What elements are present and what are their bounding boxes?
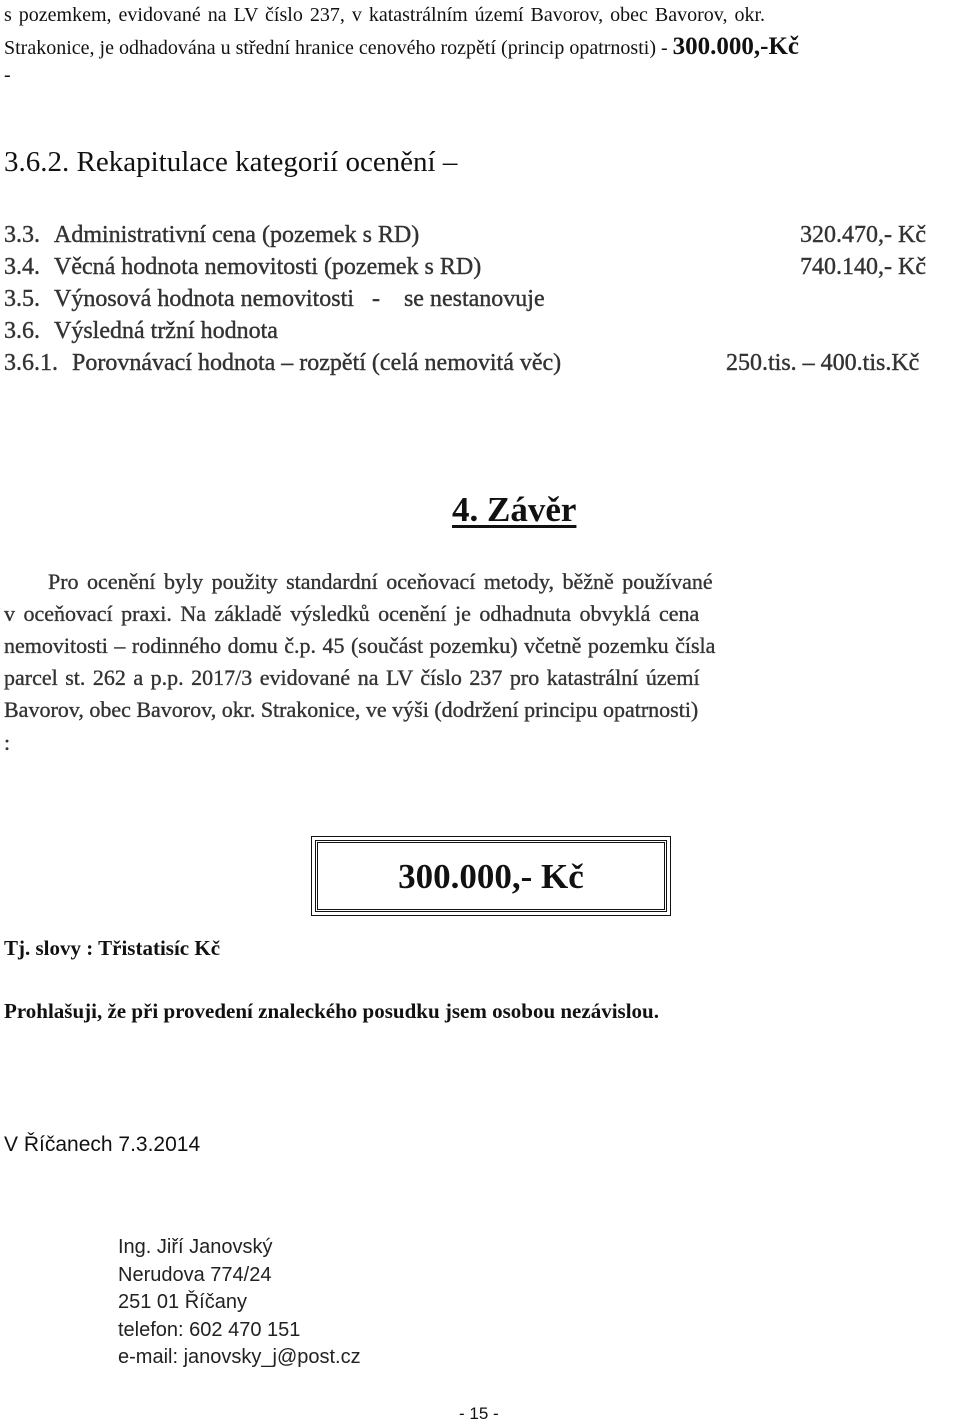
recap-row-value: 740.140,- Kč	[800, 254, 926, 280]
signature-city: 251 01 Říčany	[118, 1291, 247, 1313]
final-value: 300.000,- Kč	[398, 857, 584, 896]
conclusion-line	[48, 569, 956, 595]
intro-line-2	[4, 33, 799, 61]
conclusion-line	[4, 633, 956, 659]
recap-row-label: Výsledná tržní hodnota	[54, 318, 278, 344]
signature-street: Nerudova 774/24	[118, 1263, 272, 1286]
recap-row-number: 3.6.	[4, 318, 40, 344]
intro-line-3: -	[4, 64, 11, 86]
signature-email: e-mail: janovsky_j@post.cz	[118, 1346, 361, 1368]
value-in-words: Tj. slovy : Třistatisíc Kč	[4, 936, 221, 960]
final-value-box	[315, 840, 667, 912]
recap-row-number: 3.4.	[4, 254, 40, 280]
recap-row-label: Výnosová hodnota nemovitosti - se nestanovuje	[54, 286, 545, 312]
conclusion-line	[4, 601, 956, 627]
conclusion-line-text: Pro ocenění byly použity standardní oceňovací metody, běžně používané	[48, 569, 713, 594]
recap-row-value: 250.tis. – 400.tis.Kč	[726, 350, 920, 376]
conclusion-line	[4, 697, 956, 723]
intro-line-1	[4, 4, 956, 27]
conclusion-line-text: v oceňovací praxi. Na základě výsledků ocenění je odhadnuta obvyklá cena	[4, 601, 700, 626]
conclusion-line	[4, 665, 956, 691]
recap-row	[4, 286, 954, 318]
recap-row-number: 3.6.1.	[4, 350, 58, 376]
recap-row-label: Porovnávací hodnota – rozpětí (celá nemovitá věc)	[72, 350, 562, 376]
recap-row	[4, 350, 954, 382]
recap-row-value: 320.470,- Kč	[800, 222, 926, 248]
signature-name: Ing. Jiří Janovský	[118, 1236, 273, 1258]
signature-block	[118, 1234, 361, 1372]
conclusion-heading: 4. Závěr	[452, 490, 577, 529]
recap-row-label: Administrativní cena (pozemek s RD)	[54, 222, 420, 248]
recap-row	[4, 318, 954, 350]
conclusion-line-text: nemovitosti – rodinného domu č.p. 45 (součást pozemku) včetně pozemku čísla	[4, 633, 716, 658]
intro-line-1-text: s pozemkem, evidované na LV číslo 237, v katastrálním území Bavorov, obec Bavorov, okr.	[4, 4, 766, 26]
conclusion-line-text: :	[4, 730, 11, 755]
recap-row-number: 3.5.	[4, 286, 40, 312]
conclusion-line	[4, 730, 956, 756]
page-number: - 15 -	[459, 1404, 499, 1423]
intro-line-2-text: Strakonice, je odhadována u střední hranice cenového rozpětí (princip opatrnosti) -	[4, 37, 673, 59]
recap-row-label: Věcná hodnota nemovitosti (pozemek s RD)	[54, 254, 482, 280]
recap-row	[4, 254, 954, 286]
independence-declaration: Prohlašuji, že při provedení znaleckého posudku jsem osobou nezávislou.	[4, 999, 659, 1023]
recap-row-number: 3.3.	[4, 222, 40, 248]
conclusion-line-text: parcel st. 262 a p.p. 2017/3 evidované na LV číslo 237 pro katastrální území	[4, 665, 700, 690]
conclusion-line-text: Bavorov, obec Bavorov, okr. Strakonice, ve výši (dodržení principu opatrnosti)	[4, 697, 699, 722]
place-and-date: V Říčanech 7.3.2014	[4, 1133, 201, 1156]
signature-phone: telefon: 602 470 151	[118, 1318, 301, 1341]
recap-row	[4, 222, 954, 254]
recap-heading: 3.6.2. Rekapitulace kategorií ocenění –	[4, 146, 458, 178]
intro-estimated-value: 300.000,-Kč	[672, 33, 800, 60]
